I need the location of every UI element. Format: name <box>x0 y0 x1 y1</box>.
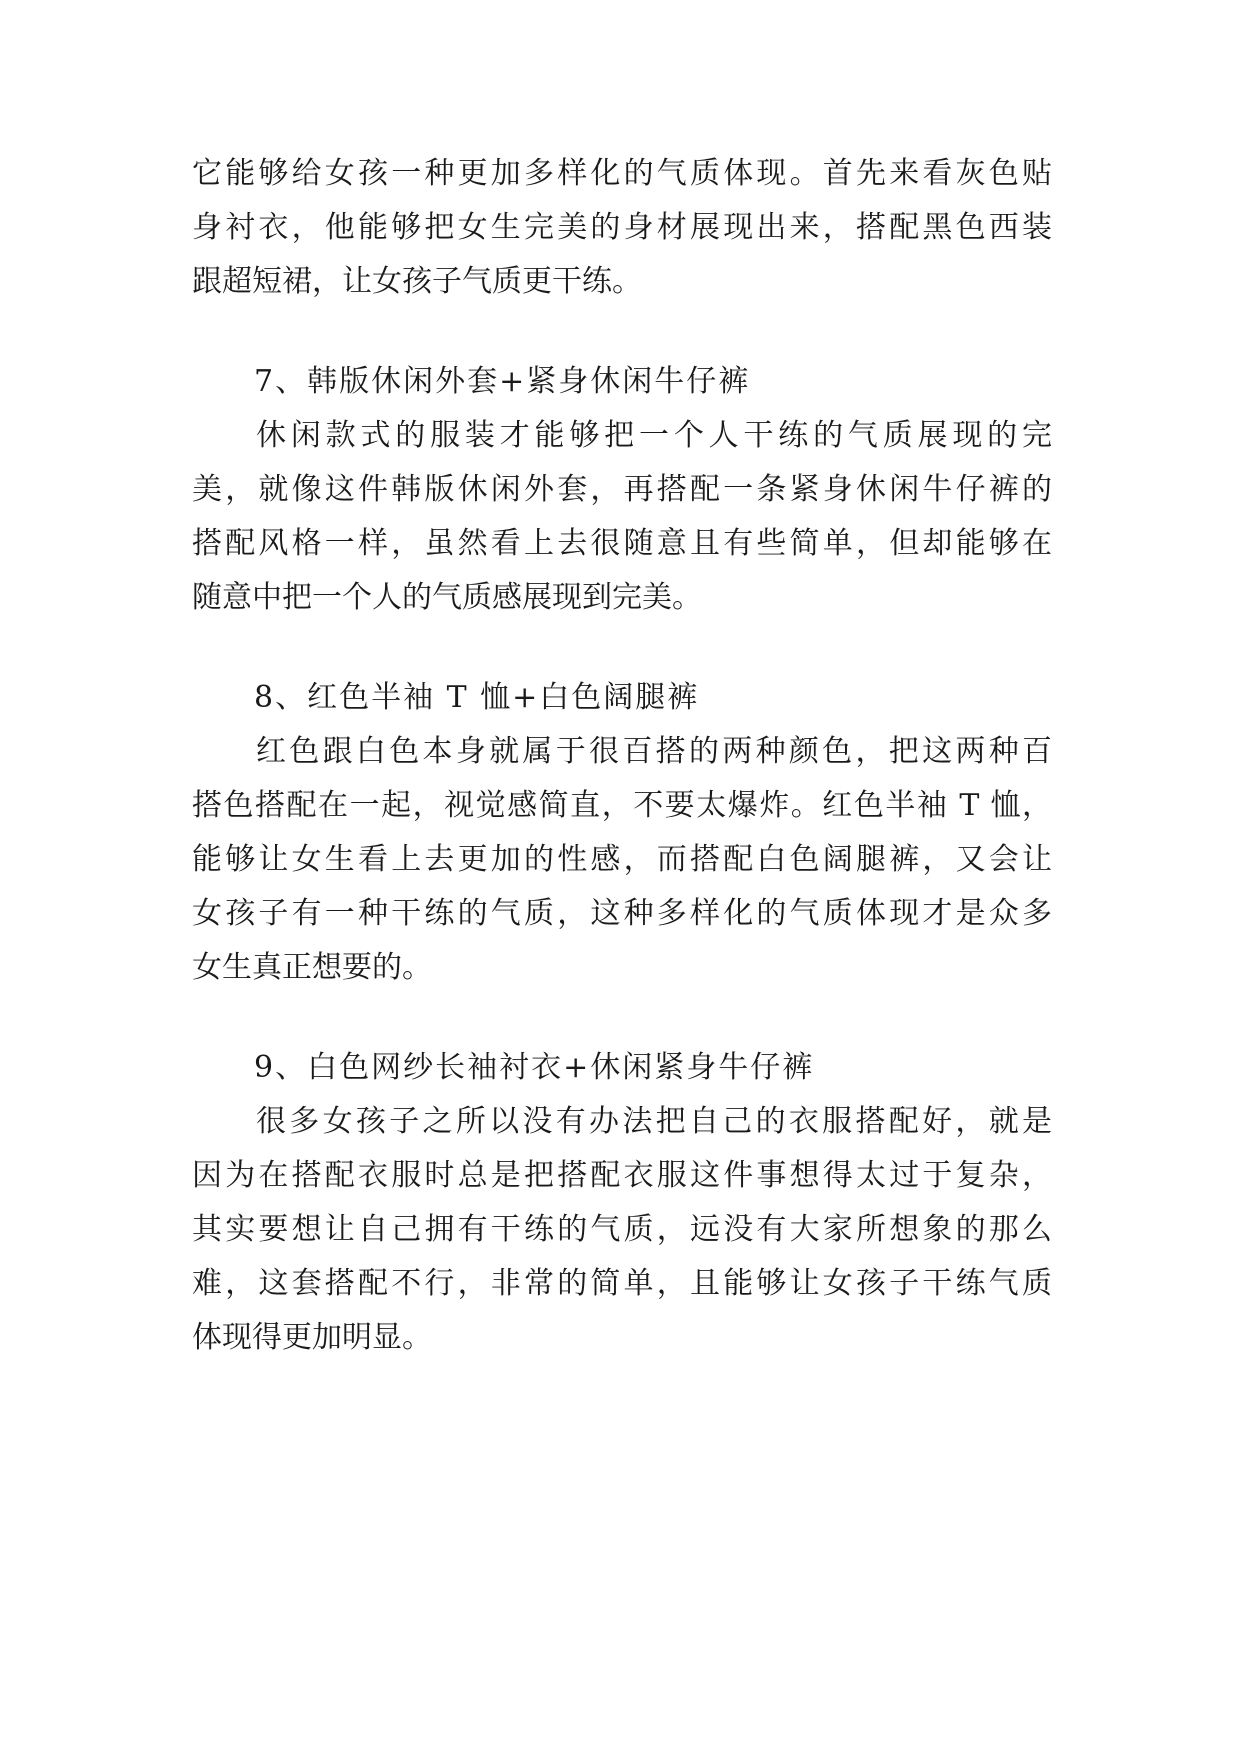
paragraph-line: 红色跟白色本身就属于很百搭的两种颜色，把这两种百 <box>256 734 1052 769</box>
paragraph-line: 女生真正想要的。 <box>192 950 432 985</box>
paragraph-line: 身衬衣，他能够把女生完美的身材展现出来，搭配黑色西装 <box>192 210 1052 245</box>
paragraph-line: 因为在搭配衣服时总是把搭配衣服这件事想得太过于复杂， <box>192 1158 1052 1193</box>
paragraph-line: 女孩子有一种干练的气质，这种多样化的气质体现才是众多 <box>192 896 1052 931</box>
paragraph-line: 跟超短裙，让女孩子气质更干练。 <box>192 264 642 299</box>
paragraph-line: 其实要想让自己拥有干练的气质，远没有大家所想象的那么 <box>192 1212 1052 1247</box>
paragraph-line: 随意中把一个人的气质感展现到完美。 <box>192 580 702 615</box>
paragraph-line: 美，就像这件韩版休闲外套，再搭配一条紧身休闲牛仔裤的 <box>192 472 1052 507</box>
paragraph-line: 它能够给女孩一种更加多样化的气质体现。首先来看灰色贴 <box>192 156 1052 191</box>
paragraph-line: 休闲款式的服装才能够把一个人干练的气质展现的完 <box>256 418 1052 453</box>
paragraph-line: 能够让女生看上去更加的性感，而搭配白色阔腿裤，又会让 <box>192 842 1052 877</box>
paragraph-line: 很多女孩子之所以没有办法把自己的衣服搭配好，就是 <box>256 1104 1052 1139</box>
section-heading: 7、韩版休闲外套+紧身休闲牛仔裤 <box>254 364 751 399</box>
section-heading: 9、白色网纱长袖衬衣+休闲紧身牛仔裤 <box>254 1050 815 1085</box>
paragraph-line: 体现得更加明显。 <box>192 1320 432 1355</box>
section-heading: 8、红色半袖 T 恤+白色阔腿裤 <box>254 680 700 715</box>
paragraph-line: 搭色搭配在一起，视觉感简直，不要太爆炸。红色半袖 T 恤， <box>192 788 1052 823</box>
paragraph-line: 难，这套搭配不行，非常的简单，且能够让女孩子干练气质 <box>192 1266 1052 1301</box>
paragraph-line: 搭配风格一样，虽然看上去很随意且有些简单，但却能够在 <box>192 526 1052 561</box>
